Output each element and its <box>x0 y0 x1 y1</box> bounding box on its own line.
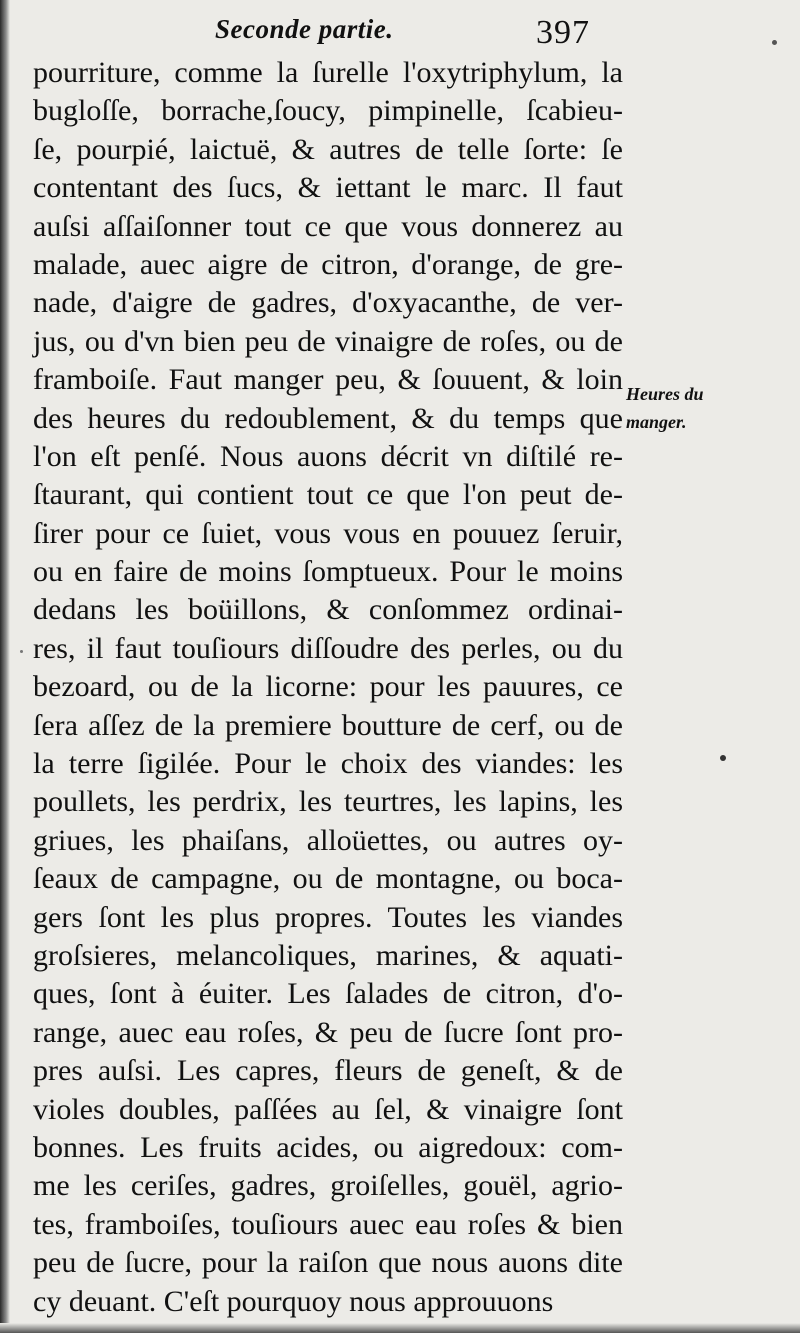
text-line: ſeaux de campagne, ou de montagne, ou boca- <box>33 862 623 896</box>
text-line: groſsieres, melancoliques, marines, & aquati- <box>33 938 623 972</box>
text-line: ſe, pourpié, laictuë, & autres de telle ſorte: ſe <box>33 132 623 166</box>
text-line: nade, d'aigre de gadres, d'oxyacanthe, de ver- <box>33 286 623 320</box>
text-line: ſirer pour ce ſuiet, vous vous en pouuez ſeruir, <box>33 516 623 550</box>
ink-speck <box>720 755 726 761</box>
text-line: contentant des ſucs, & iettant le marc. Il faut <box>33 171 623 205</box>
text-line: gers ſont les plus propres. Toutes les viandes <box>33 900 623 934</box>
text-line: ques, ſont à éuiter. Les ſalades de citron, d'o- <box>33 977 623 1011</box>
marginal-note-line: Heures du <box>626 384 704 404</box>
ink-speck <box>20 650 23 653</box>
text-line: la terre ſigilée. Pour le choix des viandes: les <box>33 747 623 781</box>
text-line: cy deuant. C'eſt pourquoy nous approuuons <box>33 1284 554 1318</box>
text-line: malade, auec aigre de citron, d'orange, de gre- <box>33 247 623 281</box>
text-line: pourriture, comme la ſurelle l'oxytriphylum, la <box>33 56 623 89</box>
text-line: auſsi aſſaiſonner tout ce que vous donnerez au <box>33 209 623 243</box>
text-line: bonnes. Les fruits acides, ou aigredoux: com- <box>33 1130 623 1164</box>
body-text <box>33 54 623 1321</box>
text-line: pres auſsi. Les capres, fleurs de geneſt, & de <box>33 1054 623 1088</box>
text-line: bezoard, ou de la licorne: pour les pauures, ce <box>33 670 623 704</box>
page-left-edge-shadow <box>0 0 10 1333</box>
ink-speck <box>772 40 777 45</box>
text-line: me les ceriſes, gadres, groiſelles, gouël, agrio- <box>33 1169 623 1203</box>
page-bottom-edge-shadow <box>0 1323 800 1333</box>
text-line: jus, ou d'vn bien peu de vinaigre de roſes, ou de <box>33 324 623 358</box>
text-line: poullets, les perdrix, les teurtres, les lapins, les <box>33 785 623 819</box>
text-line: ou en faire de moins ſomptueux. Pour le moins <box>33 555 623 589</box>
text-line: tes, framboiſes, touſiours auec eau roſes & bien <box>33 1207 623 1241</box>
marginal-note-line: manger. <box>626 412 687 432</box>
text-line: l'on eſt penſé. Nous auons décrit vn diſtilé re- <box>33 439 623 473</box>
text-line: range, auec eau roſes, & peu de ſucre ſont pro- <box>33 1015 623 1049</box>
running-head: Seconde partie. <box>215 14 394 44</box>
page-number: 397 <box>536 14 590 51</box>
text-line: res, il faut touſiours diſſoudre des perles, ou du <box>33 631 623 665</box>
text-line: ſera aſſez de la premiere boutture de cerf, ou de <box>33 708 623 742</box>
marginal-note <box>626 380 736 436</box>
text-line: griues, les phaiſans, alloüettes, ou autres oy- <box>33 823 623 857</box>
text-line: violes doubles, paſſées au ſel, & vinaigre ſont <box>33 1092 623 1126</box>
text-line: ſtaurant, qui contient tout ce que l'on peut de- <box>33 478 623 512</box>
text-line: dedans les boüillons, & conſommez ordinai- <box>33 593 623 627</box>
text-line: peu de ſucre, pour la raiſon que nous auons dite <box>33 1246 623 1280</box>
text-line: bugloſſe, borrache,ſoucy, pimpinelle, ſcabieu- <box>33 94 623 128</box>
text-line: framboiſe. Faut manger peu, & ſouuent, & loin <box>33 363 623 397</box>
text-line: des heures du redoublement, & du temps que <box>33 401 623 435</box>
